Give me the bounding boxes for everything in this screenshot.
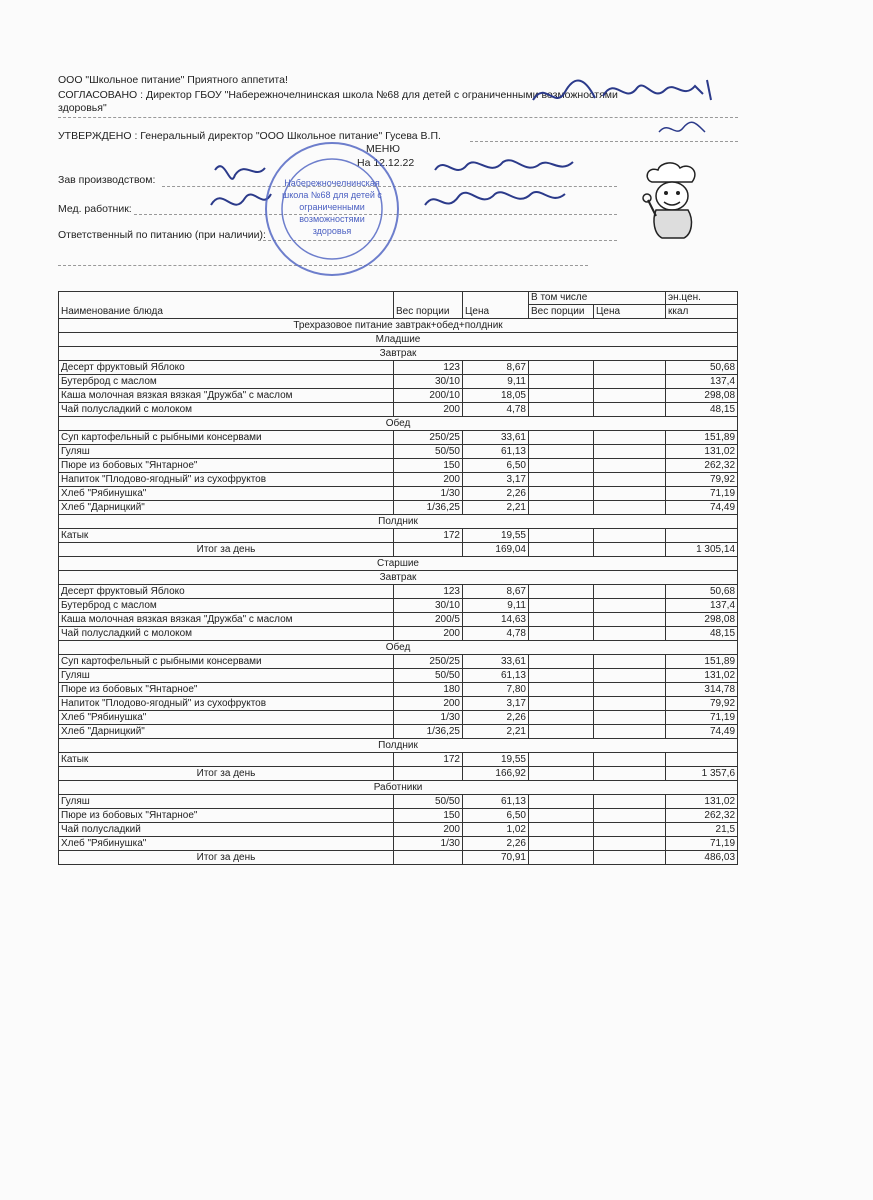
table-row: Бутерброд с маслом 30/10 9,11 137,4: [59, 599, 738, 613]
approved-line: УТВЕРЖДЕНО : Генеральный директор "ООО Школьное питание" Гусева В.П.: [58, 130, 441, 142]
meal-title: Полдник: [59, 515, 738, 529]
plan-title: Трехразовое питание завтрак+обед+полдник: [59, 319, 738, 333]
meal-title: Завтрак: [59, 347, 738, 361]
stamp-text: Набережночелнинская: [284, 178, 380, 188]
table-row: Десерт фруктовый Яблоко 123 8,67 50,68: [59, 361, 738, 375]
chef-illustration: [638, 160, 706, 240]
official-stamp: [252, 140, 415, 278]
stamp-text: ограниченными: [299, 202, 365, 212]
agreed-line: СОГЛАСОВАНО : Директор ГБОУ "Набережночелнинская школа №68 для детей с ограниченными возможностями: [58, 89, 618, 101]
general-director-signature: [655, 118, 715, 142]
table-row: Пюре из бобовых "Янтарное" 150 6,50 262,32: [59, 459, 738, 473]
col-inc-weight-header: Вес порции: [529, 305, 594, 319]
table-row: Хлеб "Рябинушка" 1/30 2,26 71,19: [59, 487, 738, 501]
production-label: Зав производством:: [58, 174, 156, 186]
col-energy-unit: ккал: [666, 305, 738, 319]
agreed-line-cont: здоровья": [58, 102, 107, 114]
table-row: Гуляш 50/50 61,13 131,02: [59, 445, 738, 459]
table-row: Гуляш 50/50 61,13 131,02: [59, 795, 738, 809]
menu-title: МЕНЮ: [366, 143, 400, 155]
table-row: Хлеб "Рябинушка" 1/30 2,26 71,19: [59, 837, 738, 851]
table-row: Каша молочная вязкая вязкая "Дружба" с маслом 200/5 14,63 298,08: [59, 613, 738, 627]
menu-table: [58, 291, 738, 865]
table-row: Чай полусладкий с молоком 200 4,78 48,15: [59, 627, 738, 641]
group-title: Старшие: [59, 557, 738, 571]
table-row: Катык 172 19,55: [59, 529, 738, 543]
meal-title: Завтрак: [59, 571, 738, 585]
table-row: Напиток "Плодово-ягодный" из сухофруктов 200 3,17 79,92: [59, 697, 738, 711]
table-row: Чай полусладкий 200 1,02 21,5: [59, 823, 738, 837]
total-row: Итог за день 166,92 1 357,6: [59, 767, 738, 781]
total-row: Итог за день 70,91 486,03: [59, 851, 738, 865]
table-row: Катык 172 19,55: [59, 753, 738, 767]
table-row: Пюре из бобовых "Янтарное" 150 6,50 262,32: [59, 809, 738, 823]
table-row: Пюре из бобовых "Янтарное" 180 7,80 314,78: [59, 683, 738, 697]
meal-title: Обед: [59, 417, 738, 431]
table-row: Бутерброд с маслом 30/10 9,11 137,4: [59, 375, 738, 389]
divider: [58, 117, 738, 118]
stamp-text: школа №68 для детей с: [282, 190, 382, 200]
table-row: Хлеб "Рябинушка" 1/30 2,26 71,19: [59, 711, 738, 725]
table-row: Десерт фруктовый Яблоко 123 8,67 50,68: [59, 585, 738, 599]
table-row: Суп картофельный с рыбными консервами 250/25 33,61 151,89: [59, 655, 738, 669]
table-row: Чай полусладкий с молоком 200 4,78 48,15: [59, 403, 738, 417]
org-line: ООО "Школьное питание" Приятного аппетита!: [58, 74, 288, 86]
responsible-label: Ответственный по питанию (при наличии):: [58, 229, 266, 241]
group-title: Младшие: [59, 333, 738, 347]
total-row: Итог за день 169,04 1 305,14: [59, 543, 738, 557]
col-price-header: Цена: [463, 292, 529, 319]
table-row: Хлеб "Дарницкий" 1/36,25 2,21 74,49: [59, 501, 738, 515]
table-row: Суп картофельный с рыбными консервами 250/25 33,61 151,89: [59, 431, 738, 445]
medic-label: Мед. работник:: [58, 203, 132, 215]
col-inc-price-header: Цена: [594, 305, 666, 319]
meal-title: Обед: [59, 641, 738, 655]
table-row: Каша молочная вязкая вязкая "Дружба" с маслом 200/10 18,05 298,08: [59, 389, 738, 403]
col-weight-header: Вес порции: [394, 292, 463, 319]
stamp-text: здоровья: [312, 226, 352, 236]
group-title: Работники: [59, 781, 738, 795]
table-row: Напиток "Плодово-ягодный" из сухофруктов 200 3,17 79,92: [59, 473, 738, 487]
col-energy-header: эн.цен.: [666, 292, 738, 305]
col-including-header: В том числе: [529, 292, 666, 305]
table-row: Гуляш 50/50 61,13 131,02: [59, 669, 738, 683]
meal-title: Полдник: [59, 739, 738, 753]
stamp-text: возможностями: [299, 214, 365, 224]
col-name-header: Наименование блюда: [59, 292, 394, 319]
director-signature: [525, 70, 725, 115]
menu-date: На 12.12.22: [357, 157, 415, 169]
table-row: Хлеб "Дарницкий" 1/36,25 2,21 74,49: [59, 725, 738, 739]
